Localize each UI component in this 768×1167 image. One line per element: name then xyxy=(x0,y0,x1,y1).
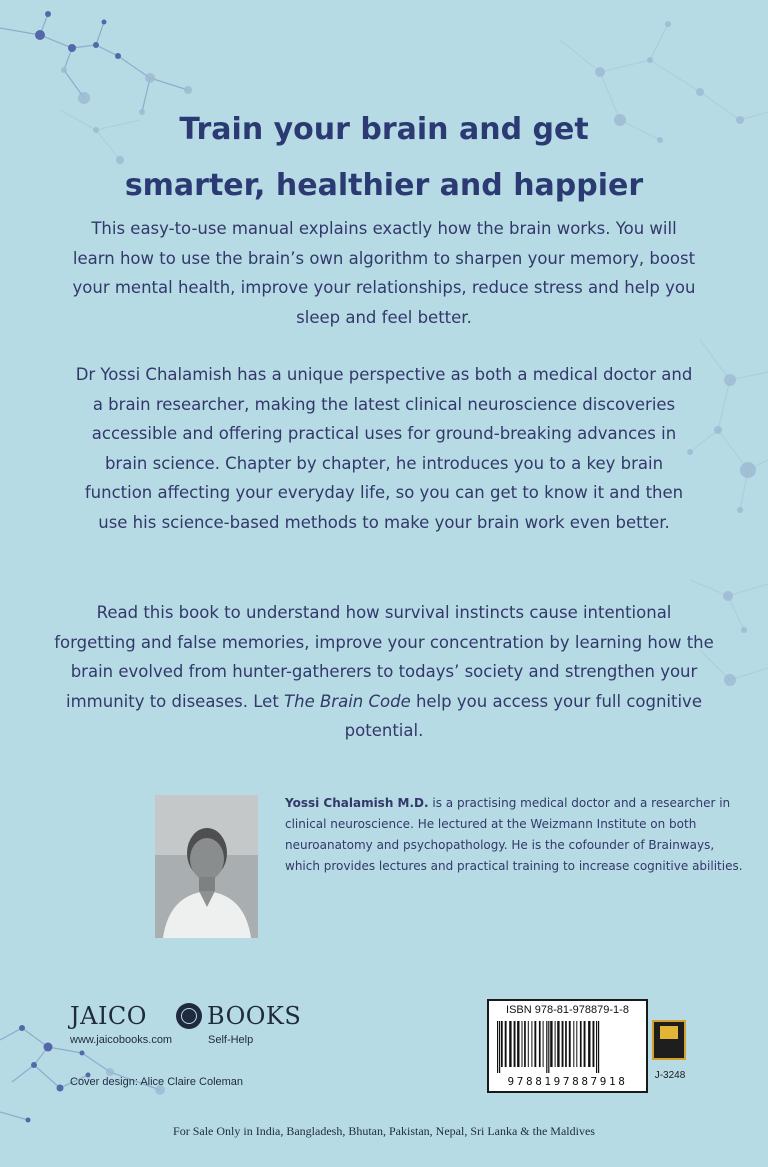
cover-design-credit: Cover design: Alice Claire Coleman xyxy=(70,1076,244,1088)
author-bio xyxy=(285,793,745,877)
headline-line-2: smarter, healthier and happier xyxy=(124,168,644,203)
headline-line-1: Train your brain and get xyxy=(179,112,589,147)
author-name: Yossi Chalamish M.D. xyxy=(285,796,429,810)
publisher-word-1: JAICO xyxy=(70,1002,147,1030)
author-portrait-image xyxy=(155,795,258,938)
isbn-label: ISBN 978-81-978879-1-8 xyxy=(506,1004,629,1016)
author-photo xyxy=(155,795,258,938)
blurb-paragraph-1: This easy-to-use manual explains exactly how the brain works. You will learn how to use the brain’s own algorithm to sharpen your memory, boost your mental health, improve your relationships, reduce stress and help you sleep and feel better. xyxy=(72,219,696,327)
publisher-word-2: BOOKS xyxy=(207,1002,302,1030)
ean-number: 9788197887918 xyxy=(507,1075,628,1088)
book-badge-icon xyxy=(652,1020,686,1060)
book-category: Self-Help xyxy=(208,1034,254,1046)
barcode-panel xyxy=(487,999,648,1093)
sale-territory-note: For Sale Only in India, Bangladesh, Bhutan, Pakistan, Nepal, Sri Lanka & the Maldives xyxy=(173,1124,595,1138)
publisher-website: www.jaicobooks.com xyxy=(70,1034,173,1046)
blurb-p3-start: Read this book to understand how survival instincts cause intentional forgetting and false memories, improve your concentration by learning how the brain evolved from hunter-gatherers to todays’ society and strengthen your immunity to diseases. Let xyxy=(54,603,714,711)
publisher-logo xyxy=(70,1001,330,1031)
tag-code: J-3248 xyxy=(654,1070,686,1081)
book-title: The Brain Code xyxy=(284,691,411,711)
barcode-icon xyxy=(497,1021,638,1073)
blurb-paragraph-3 xyxy=(54,598,714,746)
author-bio-text: is a practising medical doctor and a researcher in clinical neuroscience. He lectured at the Weizmann Institute on both neuroanatomy and psychopathology. He is the cofounder of Brainways, which provides lectures and practical training to increase cognitive abilities. xyxy=(285,796,743,873)
headline xyxy=(40,102,728,214)
blurb-p3-end: help you access your full cognitive potential. xyxy=(344,691,702,740)
publisher-emblem-icon xyxy=(176,1003,202,1029)
blurb-paragraph-2: Dr Yossi Chalamish has a unique perspective as both a medical doctor and a brain researcher, making the latest clinical neuroscience discoveries accessible and offering practical uses for ground-breaking advances in brain science. Chapter by chapter, he introduces you to a key brain function affecting your everyday life, so you can get to know it and then use his science-based methods to make your brain work even better. xyxy=(75,365,693,532)
